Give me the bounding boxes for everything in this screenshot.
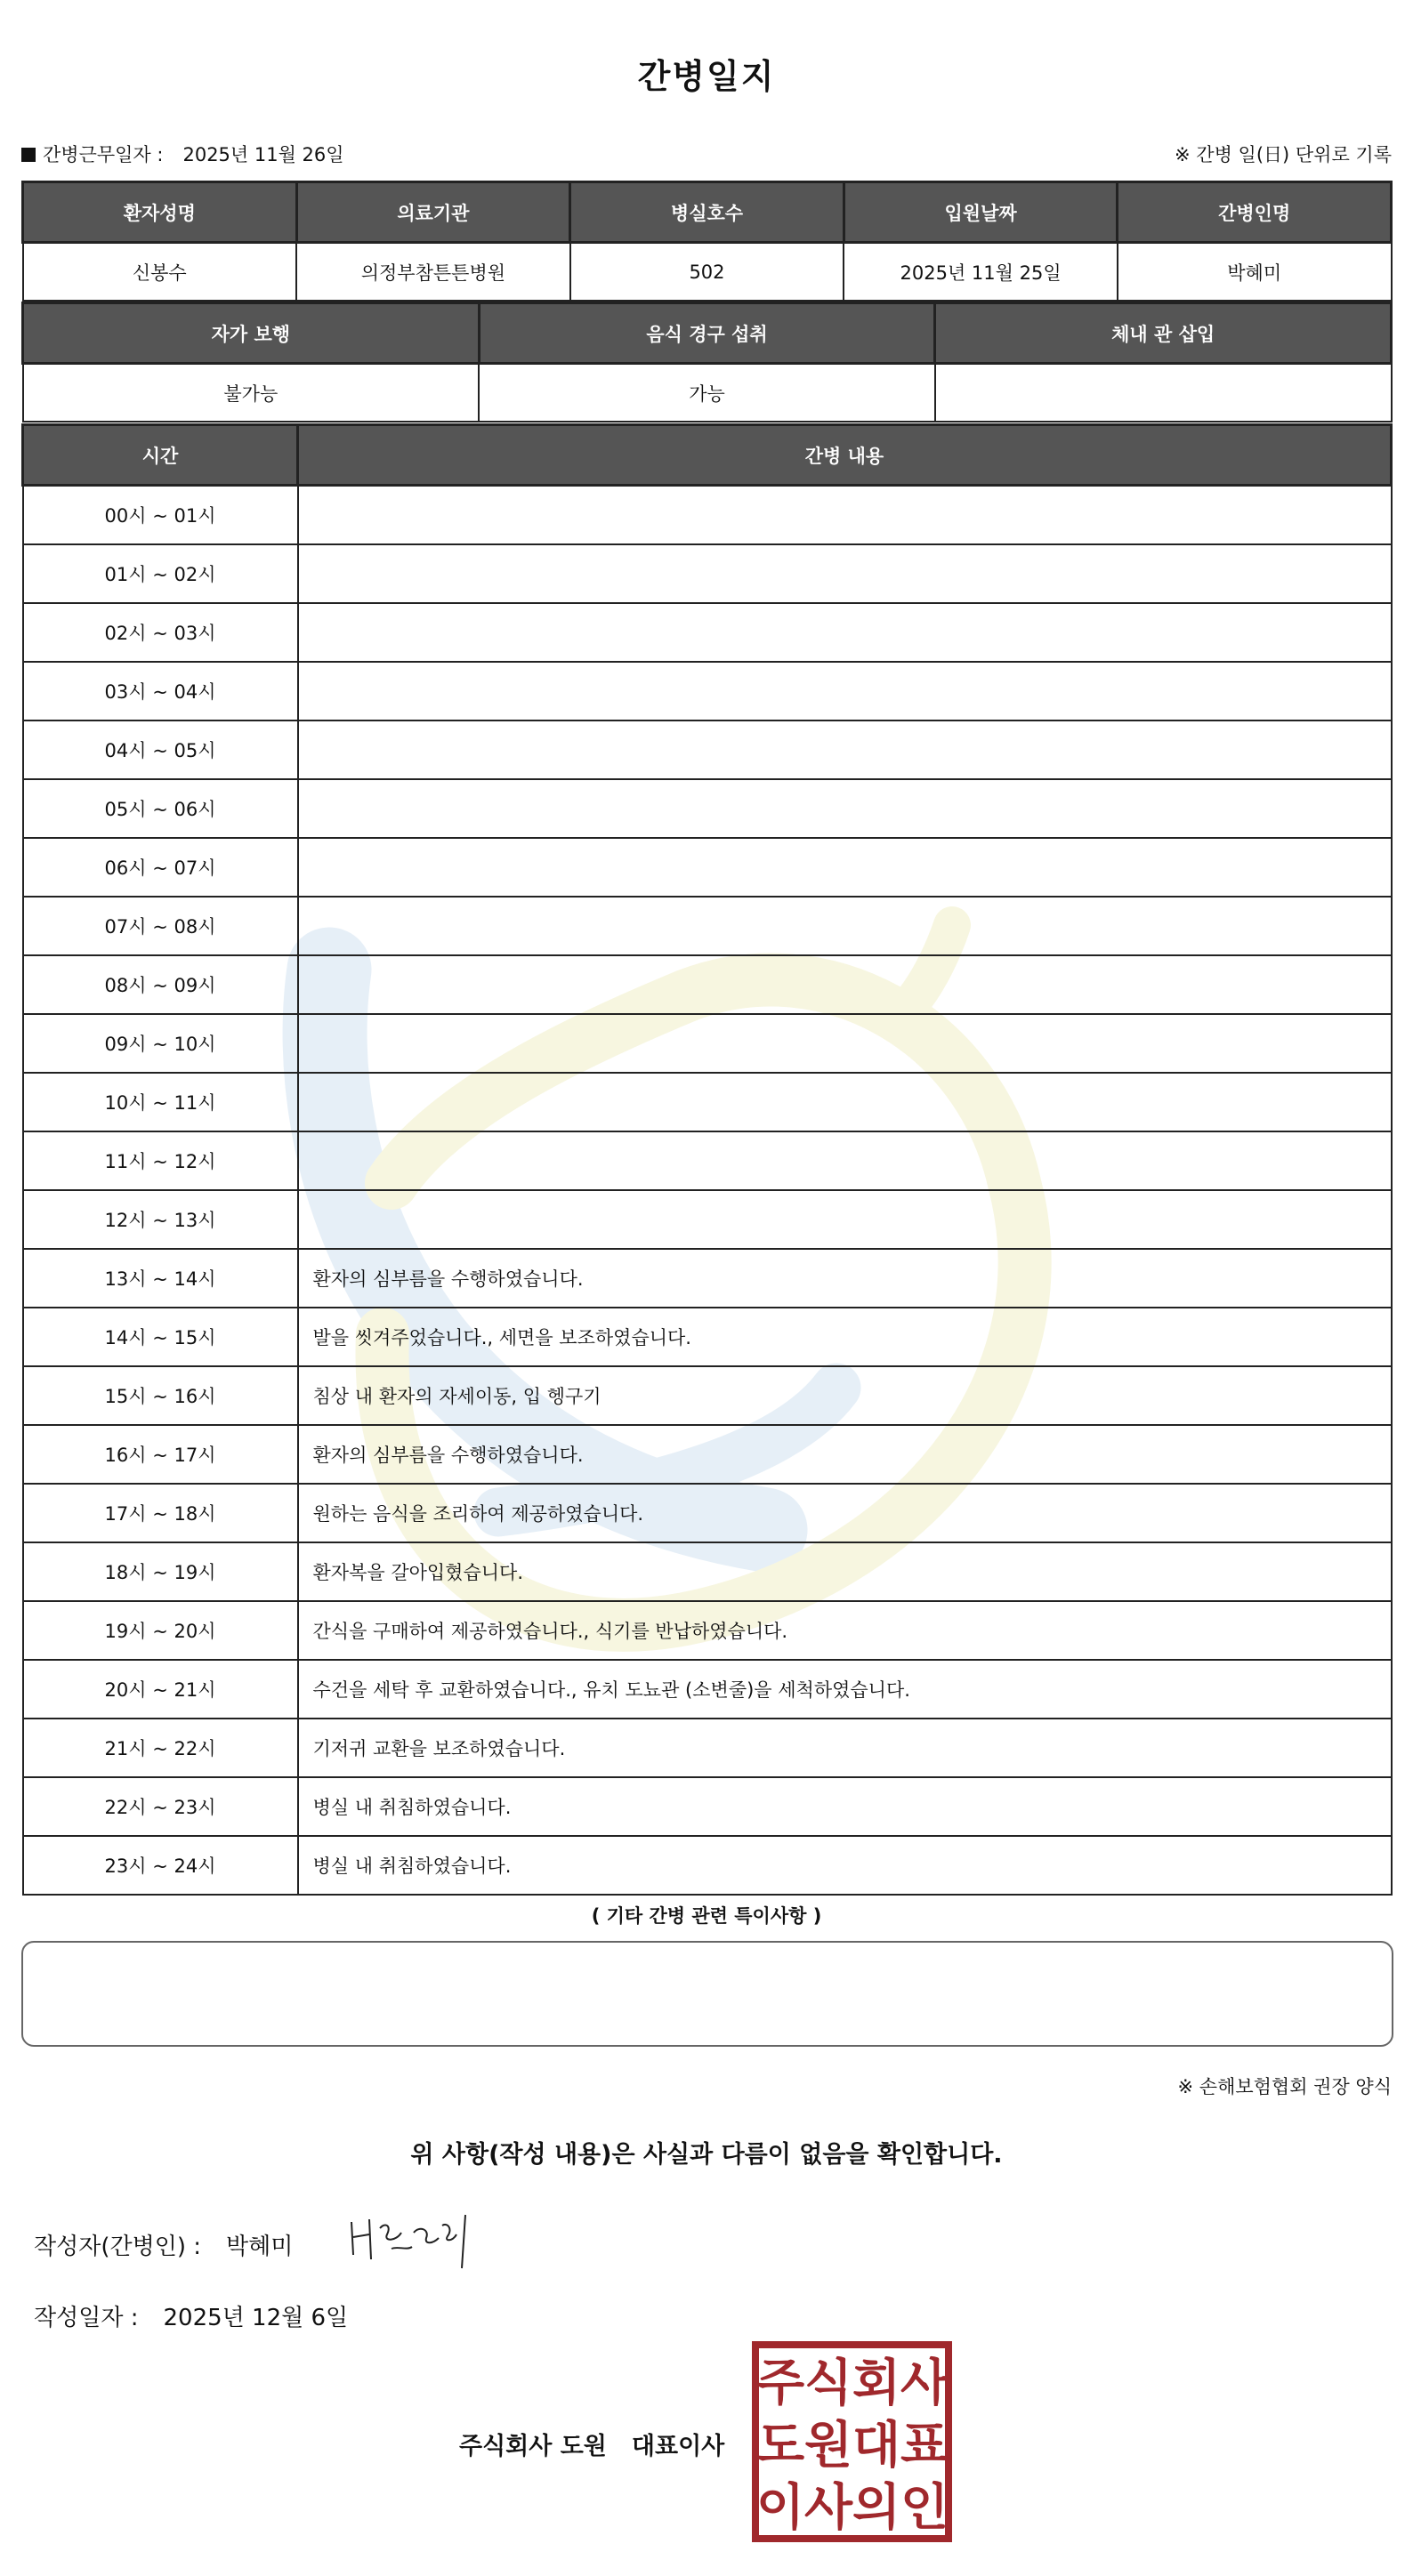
- time-cell: 11시 ~ 12시: [23, 1131, 298, 1190]
- table-row: [23, 486, 1392, 545]
- time-cell: 01시 ~ 02시: [23, 544, 298, 603]
- representative-title: 대표이사: [631, 2433, 725, 2460]
- care-content-cell: 수건을 세탁 후 교환하였습니다., 유치 도뇨관 (소변줄)을 세척하였습니다.: [298, 1660, 1392, 1719]
- seal-character: 사: [900, 2355, 949, 2412]
- seal-character: 대: [852, 2417, 901, 2475]
- table-row: [23, 897, 1392, 955]
- table-row: [23, 1249, 1392, 1308]
- time-cell: 14시 ~ 15시: [23, 1308, 298, 1366]
- work-date-value: 2025년 11월 26일: [182, 144, 344, 165]
- care-content-cell: [298, 955, 1392, 1014]
- record-note: ※ 간병 일(日) 단위로 기록: [1175, 144, 1392, 165]
- table-row: [23, 1542, 1392, 1601]
- time-cell: 21시 ~ 22시: [23, 1719, 298, 1777]
- table-row: [23, 1719, 1392, 1777]
- table-row: [23, 779, 1392, 838]
- time-cell: 23시 ~ 24시: [23, 1836, 298, 1895]
- document-title: 간병일지: [637, 57, 776, 96]
- care-content-cell: [298, 1190, 1392, 1249]
- care-content-cell: 간식을 구매하여 제공하였습니다., 식기를 반납하였습니다.: [298, 1601, 1392, 1660]
- time-cell: 10시 ~ 11시: [23, 1073, 298, 1131]
- work-date-row: [21, 141, 1392, 171]
- header-admission-date: 입원날짜: [844, 182, 1118, 243]
- seal-character: 의: [852, 2479, 901, 2537]
- time-cell: 18시 ~ 19시: [23, 1542, 298, 1601]
- institution: 의정부참튼튼병원: [296, 243, 570, 302]
- header-care-content: 간병 내용: [298, 425, 1392, 486]
- table-row: [23, 1601, 1392, 1660]
- table-row: [23, 1366, 1392, 1425]
- table-row: [23, 1014, 1392, 1073]
- company-signature-line: [459, 2427, 724, 2461]
- time-cell: 20시 ~ 21시: [23, 1660, 298, 1719]
- square-bullet-icon: [21, 148, 36, 162]
- seal-character: 이: [755, 2479, 805, 2537]
- table-row: [23, 1660, 1392, 1719]
- writer-row: [34, 2228, 293, 2261]
- table-row: [23, 1190, 1392, 1249]
- tube-insertion-value: [935, 364, 1392, 423]
- time-cell: 16시 ~ 17시: [23, 1425, 298, 1484]
- seal-character: 표: [900, 2417, 949, 2475]
- table-row: [23, 603, 1392, 662]
- table-row: [23, 1308, 1392, 1366]
- time-cell: 02시 ~ 03시: [23, 603, 298, 662]
- work-date-label: 간병근무일자 :: [43, 144, 164, 165]
- time-cell: 05시 ~ 06시: [23, 779, 298, 838]
- table-row: [23, 544, 1392, 603]
- header-tube-insertion: 체내 관 삽입: [935, 303, 1392, 364]
- written-date-row: [34, 2299, 348, 2332]
- time-cell: 19시 ~ 20시: [23, 1601, 298, 1660]
- care-content-cell: [298, 838, 1392, 897]
- patient-info-table: [21, 181, 1393, 302]
- recommend-note: ※ 손해보험협회 권장 양식: [1177, 2076, 1392, 2097]
- time-cell: 22시 ~ 23시: [23, 1777, 298, 1836]
- time-cell: 06시 ~ 07시: [23, 838, 298, 897]
- patient-status-table: [21, 302, 1393, 423]
- written-date-value: 2025년 12월 6일: [163, 2305, 349, 2331]
- care-content-cell: 병실 내 취침하였습니다.: [298, 1777, 1392, 1836]
- header-time: 시간: [23, 425, 298, 486]
- seal-character: 사: [803, 2479, 853, 2537]
- care-content-cell: 병실 내 취침하였습니다.: [298, 1836, 1392, 1895]
- table-row: [23, 1425, 1392, 1484]
- writer-label: 작성자(간병인) :: [34, 2234, 202, 2260]
- care-content-cell: 침상 내 환자의 자세이동, 입 헹구기: [298, 1366, 1392, 1425]
- seal-character: 주: [755, 2355, 805, 2412]
- seal-character: 도: [755, 2417, 805, 2475]
- room-number: 502: [570, 243, 844, 302]
- table-row: [23, 1836, 1392, 1895]
- seal-character: 회: [852, 2355, 901, 2412]
- care-content-cell: 발을 씻겨주었습니다., 세면을 보조하였습니다.: [298, 1308, 1392, 1366]
- time-cell: 03시 ~ 04시: [23, 662, 298, 720]
- header-caregiver-name: 간병인명: [1118, 182, 1392, 243]
- seal-character: 식: [803, 2355, 853, 2412]
- header-self-walking: 자가 보행: [23, 303, 480, 364]
- header-room-number: 병실호수: [570, 182, 844, 243]
- care-content-cell: [298, 1131, 1392, 1190]
- table-row: [23, 955, 1392, 1014]
- time-cell: 12시 ~ 13시: [23, 1190, 298, 1249]
- seal-character: 인: [900, 2479, 949, 2537]
- caregiver-name: 박혜미: [1118, 243, 1392, 302]
- writer-name: 박혜미: [226, 2234, 294, 2260]
- time-cell: 17시 ~ 18시: [23, 1484, 298, 1542]
- care-content-cell: [298, 544, 1392, 603]
- care-content-cell: [298, 662, 1392, 720]
- care-content-cell: 원하는 음식을 조리하여 제공하였습니다.: [298, 1484, 1392, 1542]
- care-content-cell: [298, 603, 1392, 662]
- table-row: [23, 720, 1392, 779]
- care-content-cell: 환자의 심부름을 수행하였습니다.: [298, 1249, 1392, 1308]
- time-cell: 08시 ~ 09시: [23, 955, 298, 1014]
- care-content-cell: [298, 897, 1392, 955]
- care-log-table: [21, 423, 1393, 1896]
- oral-intake-value: 가능: [479, 364, 935, 423]
- header-institution: 의료기관: [296, 182, 570, 243]
- care-content-cell: 환자복을 갈아입혔습니다.: [298, 1542, 1392, 1601]
- seal-character: 원: [803, 2417, 853, 2475]
- time-cell: 07시 ~ 08시: [23, 897, 298, 955]
- table-row: [23, 662, 1392, 720]
- handwritten-signature: [343, 2206, 485, 2277]
- care-content-cell: [298, 720, 1392, 779]
- care-content-cell: [298, 779, 1392, 838]
- care-content-cell: 환자의 심부름을 수행하였습니다.: [298, 1425, 1392, 1484]
- care-content-cell: [298, 486, 1392, 545]
- admission-date: 2025년 11월 25일: [844, 243, 1118, 302]
- time-cell: 15시 ~ 16시: [23, 1366, 298, 1425]
- care-content-cell: [298, 1073, 1392, 1131]
- table-row: [23, 1484, 1392, 1542]
- company-seal-stamp: [752, 2341, 952, 2542]
- company-name: 주식회사 도원: [459, 2433, 607, 2460]
- care-content-cell: [298, 1014, 1392, 1073]
- table-row: [23, 1073, 1392, 1131]
- header-patient-name: 환자성명: [23, 182, 297, 243]
- table-row: [23, 838, 1392, 897]
- table-row: [23, 1131, 1392, 1190]
- table-row: [23, 1777, 1392, 1836]
- etc-notes-box: [21, 1941, 1393, 2047]
- time-cell: 04시 ~ 05시: [23, 720, 298, 779]
- written-date-label: 작성일자 :: [34, 2305, 139, 2331]
- header-oral-intake: 음식 경구 섭취: [479, 303, 935, 364]
- time-cell: 13시 ~ 14시: [23, 1249, 298, 1308]
- self-walking-value: 불가능: [23, 364, 480, 423]
- time-cell: 09시 ~ 10시: [23, 1014, 298, 1073]
- confirm-statement: 위 사항(작성 내용)은 사실과 다름이 없음을 확인합니다.: [410, 2141, 1003, 2169]
- etc-notes-title: ( 기타 간병 관련 특이사항 ): [591, 1905, 822, 1927]
- care-content-cell: 기저귀 교환을 보조하였습니다.: [298, 1719, 1392, 1777]
- time-cell: 00시 ~ 01시: [23, 486, 298, 545]
- patient-name: 신봉수: [23, 243, 297, 302]
